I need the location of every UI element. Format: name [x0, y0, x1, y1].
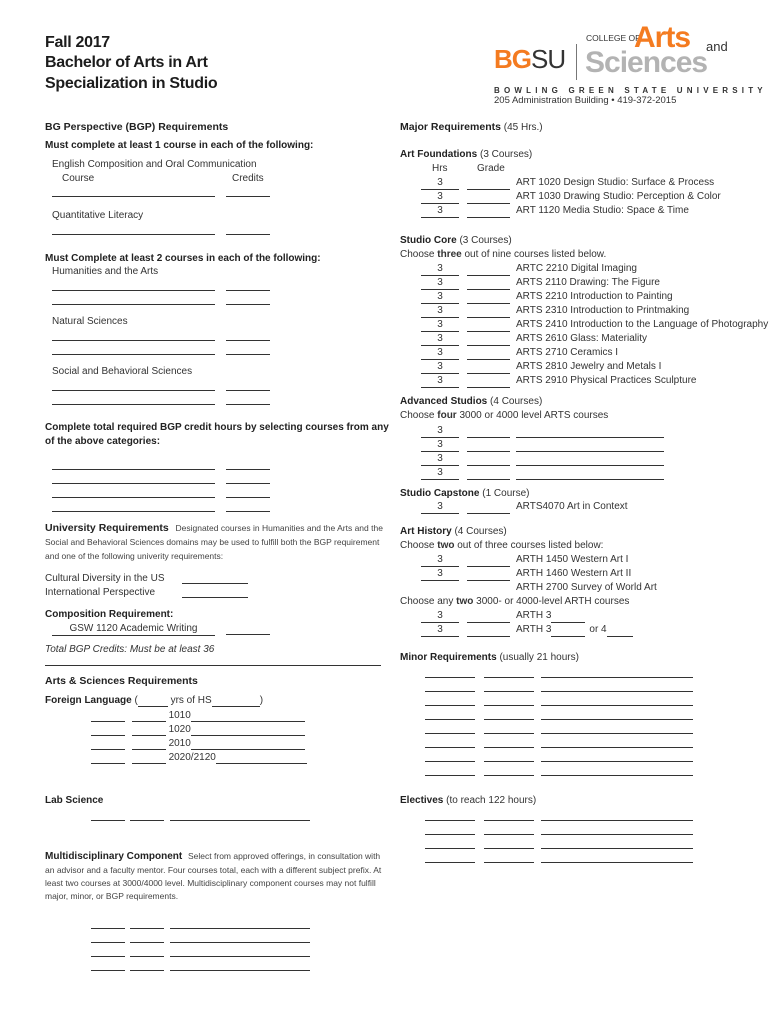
social-credits-blank-2[interactable]: [226, 404, 270, 405]
social-course-blank-1[interactable]: [52, 390, 215, 391]
page-title-line3: Specialization in Studio: [45, 75, 218, 92]
course-name: ART 1120 Media Studio: Space & Time: [516, 205, 689, 216]
logo-college-of: COLLEGE OF: [586, 33, 641, 43]
grade-blank[interactable]: [467, 277, 510, 290]
university-heading: [45, 522, 383, 535]
advanced-row: [421, 439, 664, 452]
fl-hs-blank[interactable]: [212, 697, 260, 707]
elective-blank-a[interactable]: [425, 834, 475, 835]
core-heading: [400, 235, 512, 247]
minor-course-blank[interactable]: [541, 677, 693, 678]
elective-course-blank[interactable]: [541, 862, 693, 863]
arth-row: [421, 610, 585, 623]
course-name: ARTS 2710 Ceramics I: [516, 347, 619, 358]
bgp-social: Social and Behavioral Sciences: [52, 366, 193, 377]
quant-course-blank[interactable]: [52, 234, 215, 235]
lab-blank-b[interactable]: [130, 820, 164, 821]
core-instruction: Choose three out of nine courses listed below.: [400, 249, 607, 260]
arth-number-blank[interactable]: [551, 627, 585, 637]
minor-blank-a[interactable]: [425, 677, 475, 678]
advanced-row: [421, 425, 664, 438]
elective-course-blank[interactable]: [541, 834, 693, 835]
bgp-complete1: Complete total required BGP credit hours by selecting courses from any: [45, 422, 389, 433]
arth-alt-blank[interactable]: [607, 627, 633, 637]
natural-course-blank-1[interactable]: [52, 340, 215, 341]
course-name: ART 1030 Drawing Studio: Perception & Color: [516, 191, 721, 202]
hrs-value: 3: [421, 624, 459, 637]
multi-blank-b[interactable]: [130, 970, 164, 971]
fl-row-4: [91, 752, 307, 764]
history-note: (4 Courses): [454, 526, 507, 537]
grade-blank[interactable]: [467, 205, 510, 218]
course-name: ARTS 2810 Jewelry and Metals I: [516, 361, 662, 372]
hrs-value: 3: [421, 439, 459, 452]
logo-university: BOWLING GREEN STATE UNIVERSITY: [494, 86, 767, 95]
course-blank[interactable]: [516, 470, 664, 480]
minor-blank-a[interactable]: [425, 775, 475, 776]
fl-course-blank[interactable]: [191, 740, 305, 750]
multi-blank-b[interactable]: [130, 956, 164, 957]
fl-blank-b[interactable]: [132, 754, 166, 764]
hrs-value: 3: [421, 319, 459, 332]
major-title: Major Requirements: [400, 121, 501, 133]
bgp-humanities: Humanities and the Arts: [52, 266, 159, 277]
minor-course-blank[interactable]: [541, 747, 693, 748]
multi-note3: least two courses at 3000/4000 level. Multidisciplinary component courses may not fulfill: [45, 878, 376, 888]
bgp-natural: Natural Sciences: [52, 316, 128, 327]
hrs-value: 3: [421, 467, 459, 480]
arth-row: [421, 624, 633, 637]
university-note2: Social and Behavioral Sciences domains may be used to fulfill both the BGP requirement: [45, 537, 380, 547]
elective-course-blank[interactable]: [541, 820, 693, 821]
hrs-value: 3: [421, 191, 459, 204]
hrs-value: 3: [421, 375, 459, 388]
elective-blank-a[interactable]: [425, 862, 475, 863]
foundations-heading: [400, 149, 532, 161]
bgp-title: BG Perspective (BGP) Requirements: [45, 121, 229, 133]
electives-heading: [400, 795, 536, 807]
major-heading: [400, 121, 543, 134]
elective-blank-b[interactable]: [484, 820, 534, 821]
advanced-heading: [400, 396, 542, 408]
elective-course-blank[interactable]: [541, 848, 693, 849]
advanced-title: Advanced Studios: [400, 396, 488, 407]
major-title-note: (45 Hrs.): [503, 122, 543, 133]
page-title-line2: Bachelor of Arts in Art: [45, 54, 208, 71]
grade-blank[interactable]: [467, 568, 510, 581]
foreign-label: Foreign Language: [45, 695, 132, 706]
multi-blank-b[interactable]: [130, 942, 164, 943]
course-blank[interactable]: [516, 442, 664, 452]
minor-blank-a[interactable]: [425, 691, 475, 692]
fl-course-2020: 2020/2120: [168, 752, 216, 763]
extra-course-blank-2[interactable]: [52, 483, 215, 484]
multi-blank-a[interactable]: [91, 928, 125, 929]
fl-course-blank[interactable]: [191, 726, 305, 736]
hrs-value: 3: [421, 205, 459, 218]
course-blank[interactable]: [516, 456, 664, 466]
hrs-value: 3: [421, 501, 459, 514]
foundation-row: [421, 205, 689, 218]
quant-credits-blank[interactable]: [226, 234, 270, 235]
minor-blank-a[interactable]: [425, 733, 475, 734]
grade-blank[interactable]: [467, 291, 510, 304]
foundations-title: Art Foundations: [400, 149, 478, 160]
grade-col-label: Grade: [477, 163, 505, 174]
grade-blank[interactable]: [467, 610, 510, 623]
bgp-quant: Quantitative Literacy: [52, 210, 144, 221]
grade-blank[interactable]: [467, 177, 510, 190]
multi-course-blank[interactable]: [170, 942, 310, 943]
gsw-course: GSW 1120 Academic Writing: [52, 623, 215, 636]
hrs-value: 3: [421, 263, 459, 276]
elective-blank-b[interactable]: [484, 862, 534, 863]
arth-number-blank[interactable]: [551, 613, 585, 623]
history-any-instruction: Choose any two 3000- or 4000-level ARTH courses: [400, 596, 630, 607]
core-note: (3 Courses): [459, 235, 512, 246]
advanced-note: (4 Courses): [490, 396, 543, 407]
fl-row-2: [91, 724, 305, 736]
elective-blank-b[interactable]: [484, 834, 534, 835]
electives-title: Electives: [400, 795, 444, 806]
multi-note2: an advisor and a faculty mentor. Four courses total, each with a different subject prefix. At: [45, 865, 382, 875]
minor-blank-b[interactable]: [484, 677, 534, 678]
fl-row-1: [91, 710, 305, 722]
grade-blank[interactable]: [467, 305, 510, 318]
grade-blank[interactable]: [467, 333, 510, 346]
natural-course-blank-2[interactable]: [52, 354, 215, 355]
course-name: ARTS 2910 Physical Practices Sculpture: [516, 375, 697, 386]
fl-blank-a[interactable]: [91, 754, 125, 764]
hrs-value: 3: [421, 277, 459, 290]
course-name: ARTH 2700 Survey of World Art: [516, 582, 657, 593]
capstone-heading: [400, 488, 529, 500]
fl-blank-b[interactable]: [132, 726, 166, 736]
bgsu-logo: [494, 44, 565, 75]
course-name: ARTS 2310 Introduction to Printmaking: [516, 305, 690, 316]
arth-or: or 4: [589, 624, 607, 635]
foundation-row: [421, 191, 721, 204]
minor-title: Minor Requirements: [400, 652, 497, 663]
fl-blank-a[interactable]: [91, 740, 125, 750]
extra-course-blank-1[interactable]: [52, 469, 215, 470]
core-title: Studio Core: [400, 235, 457, 246]
extra-credits-blank-3[interactable]: [226, 497, 270, 498]
composition-label: Composition Requirement:: [45, 609, 174, 620]
advanced-instruction: Choose four 3000 or 4000 level ARTS courses: [400, 410, 609, 421]
multi-heading: [45, 851, 380, 863]
elective-blank-a[interactable]: [425, 848, 475, 849]
multi-note4: major, minor, or BGP requirements.: [45, 891, 179, 901]
capstone-row: [421, 501, 628, 514]
history-row: [421, 554, 628, 567]
natural-credits-blank-2[interactable]: [226, 354, 270, 355]
bgp-credits-col: Credits: [232, 173, 264, 184]
multi-note1: Select from approved offerings, in consultation with: [188, 851, 381, 861]
minor-course-blank[interactable]: [541, 691, 693, 692]
minor-blank-a[interactable]: [425, 761, 475, 762]
core-row: [421, 305, 689, 318]
grade-blank[interactable]: [467, 425, 510, 438]
elective-blank-a[interactable]: [425, 820, 475, 821]
section-divider: [45, 665, 381, 666]
minor-course-blank[interactable]: [541, 705, 693, 706]
hrs-value: 3: [421, 568, 459, 581]
hrs-value: 3: [421, 305, 459, 318]
minor-blank-b[interactable]: [484, 719, 534, 720]
fl-course-2010: 2010: [168, 738, 191, 749]
course-name: ART 1020 Design Studio: Surface & Process: [516, 177, 715, 188]
grade-blank[interactable]: [467, 439, 510, 452]
cultural-blank[interactable]: [182, 583, 248, 584]
minor-blank-b[interactable]: [484, 705, 534, 706]
english-course-blank[interactable]: [52, 196, 215, 197]
lab-blank-a[interactable]: [91, 820, 125, 821]
gsw-credits-blank[interactable]: [226, 634, 270, 635]
yrs-hs-label: yrs of HS: [170, 695, 212, 706]
core-row: [421, 375, 696, 388]
history-instruction: Choose two out of three courses listed below:: [400, 540, 604, 551]
extra-course-blank-3[interactable]: [52, 497, 215, 498]
hrs-value: 3: [421, 291, 459, 304]
capstone-note: (1 Course): [482, 488, 530, 499]
core-row: [421, 291, 673, 304]
course-name: ARTH 1450 Western Art I: [516, 554, 629, 565]
minor-blank-a[interactable]: [425, 705, 475, 706]
grade-blank[interactable]: [467, 263, 510, 276]
as-title: Arts & Sciences Requirements: [45, 675, 198, 687]
multi-blank-a[interactable]: [91, 970, 125, 971]
arth-prefix: ARTH 3: [516, 624, 552, 635]
elective-blank-b[interactable]: [484, 848, 534, 849]
core-row: [421, 347, 618, 360]
core-row: [421, 333, 647, 346]
hrs-value: 3: [421, 425, 459, 438]
minor-blank-b[interactable]: [484, 733, 534, 734]
core-row: [421, 361, 661, 374]
foreign-language-row: Foreign Language ( yrs of HS ): [45, 695, 264, 706]
multi-blank-a[interactable]: [91, 956, 125, 957]
core-row: [421, 277, 660, 290]
history-row: [421, 568, 631, 581]
fl-course-1010: 1010: [168, 710, 191, 721]
history-row: [421, 582, 657, 594]
university-note1: Designated courses in Humanities and the Arts and the: [175, 523, 383, 533]
fl-blank-b[interactable]: [132, 740, 166, 750]
grade-blank[interactable]: [467, 453, 510, 466]
minor-blank-b[interactable]: [484, 761, 534, 762]
extra-credits-blank-1[interactable]: [226, 469, 270, 470]
arth-prefix: ARTH 3: [516, 610, 552, 621]
bgp-course-col: Course: [62, 173, 95, 184]
logo-sciences: Sciences: [585, 46, 708, 79]
extra-credits-blank-4[interactable]: [226, 511, 270, 512]
multi-blank-b[interactable]: [130, 928, 164, 929]
total-bgp: Total BGP Credits: Must be at least 36: [45, 644, 215, 655]
social-credits-blank-1[interactable]: [226, 390, 270, 391]
university-title: University Requirements: [45, 522, 169, 534]
history-title: Art History: [400, 526, 452, 537]
page-title-line1: Fall 2017: [45, 34, 110, 51]
grade-blank[interactable]: [467, 375, 510, 388]
minor-course-blank[interactable]: [541, 733, 693, 734]
fl-blank-a[interactable]: [91, 712, 125, 722]
grade-blank[interactable]: [467, 554, 510, 567]
electives-note: (to reach 122 hours): [446, 795, 537, 806]
course-name: ARTS 2610 Glass: Materiality: [516, 333, 647, 344]
core-row: [421, 319, 768, 332]
multi-course-blank[interactable]: [170, 928, 310, 929]
multi-course-blank[interactable]: [170, 956, 310, 957]
hrs-value: 3: [421, 347, 459, 360]
hrs-value: 3: [421, 177, 459, 190]
minor-blank-b[interactable]: [484, 691, 534, 692]
lab-science-label: Lab Science: [45, 795, 104, 806]
humanities-course-blank-1[interactable]: [52, 290, 215, 291]
cultural-label: Cultural Diversity in the US: [45, 573, 165, 584]
bgp-english: English Composition and Oral Communication: [52, 159, 257, 170]
fl-course-blank[interactable]: [216, 754, 307, 764]
hrs-value: 3: [421, 453, 459, 466]
extra-credits-blank-2[interactable]: [226, 483, 270, 484]
logo-arts: Arts: [634, 21, 691, 54]
humanities-credits-blank-2[interactable]: [226, 304, 270, 305]
core-row: [421, 263, 637, 276]
grade-blank[interactable]: [467, 467, 510, 480]
minor-blank-a[interactable]: [425, 747, 475, 748]
hrs-value: 3: [421, 361, 459, 374]
hrs-value: 3: [421, 554, 459, 567]
advanced-row: [421, 453, 664, 466]
logo-address: 205 Administration Building • 419-372-2015: [494, 95, 677, 106]
fl-blank-b[interactable]: [132, 712, 166, 722]
fl-blank-a[interactable]: [91, 726, 125, 736]
minor-blank-b[interactable]: [484, 747, 534, 748]
course-name: ARTH 1460 Western Art II: [516, 568, 632, 579]
international-label: International Perspective: [45, 587, 156, 598]
international-blank[interactable]: [182, 597, 248, 598]
grade-blank[interactable]: [467, 361, 510, 374]
foundations-note: (3 Courses): [480, 149, 533, 160]
course-name: ARTC 2210 Digital Imaging: [516, 263, 637, 274]
logo-bg-text: BG: [494, 44, 531, 74]
multi-blank-a[interactable]: [91, 942, 125, 943]
humanities-credits-blank-1[interactable]: [226, 290, 270, 291]
hrs-col-label: Hrs: [432, 163, 448, 174]
minor-course-blank[interactable]: [541, 775, 693, 776]
logo-su-text: SU: [531, 44, 566, 74]
minor-note: (usually 21 hours): [499, 652, 579, 663]
multi-course-blank[interactable]: [170, 970, 310, 971]
capstone-title: Studio Capstone: [400, 488, 480, 499]
course-name: ARTS4070 Art in Context: [516, 501, 628, 512]
logo-and: and: [706, 39, 728, 54]
minor-heading: [400, 652, 579, 664]
university-note3: and one of the following univerity requirements:: [45, 551, 224, 561]
history-heading: [400, 526, 507, 538]
fl-course-1020: 1020: [168, 724, 191, 735]
natural-credits-blank-1[interactable]: [226, 340, 270, 341]
fl-course-blank[interactable]: [191, 712, 305, 722]
course-name: ARTS 2210 Introduction to Painting: [516, 291, 673, 302]
english-credits-blank[interactable]: [226, 196, 270, 197]
extra-course-blank-4[interactable]: [52, 511, 215, 512]
grade-blank[interactable]: [467, 319, 510, 332]
advanced-row: [421, 467, 664, 480]
social-course-blank-2[interactable]: [52, 404, 215, 405]
minor-blank-a[interactable]: [425, 719, 475, 720]
foundation-row: [421, 177, 714, 190]
grade-blank[interactable]: [467, 347, 510, 360]
grade-blank[interactable]: [467, 501, 510, 514]
fl-years-blank[interactable]: [138, 697, 168, 707]
bgp-complete2: of the above categories:: [45, 436, 161, 447]
course-blank[interactable]: [516, 428, 664, 438]
minor-blank-b[interactable]: [484, 775, 534, 776]
bgp-must2: Must Complete at least 2 courses in each of the following:: [45, 253, 321, 264]
lab-course-blank[interactable]: [170, 820, 310, 821]
multi-title: Multidisciplinary Component: [45, 851, 183, 862]
course-name: ARTS 2410 Introduction to the Language of Photography: [516, 319, 769, 330]
grade-blank[interactable]: [467, 191, 510, 204]
fl-row-3: [91, 738, 305, 750]
minor-course-blank[interactable]: [541, 761, 693, 762]
logo-divider: [576, 44, 577, 80]
bgp-must1: Must complete at least 1 course in each of the following:: [45, 140, 314, 151]
hrs-value: 3: [421, 610, 459, 623]
grade-blank[interactable]: [467, 624, 510, 637]
humanities-course-blank-2[interactable]: [52, 304, 215, 305]
hrs-value: 3: [421, 333, 459, 346]
course-name: ARTS 2110 Drawing: The Figure: [516, 277, 660, 288]
minor-course-blank[interactable]: [541, 719, 693, 720]
